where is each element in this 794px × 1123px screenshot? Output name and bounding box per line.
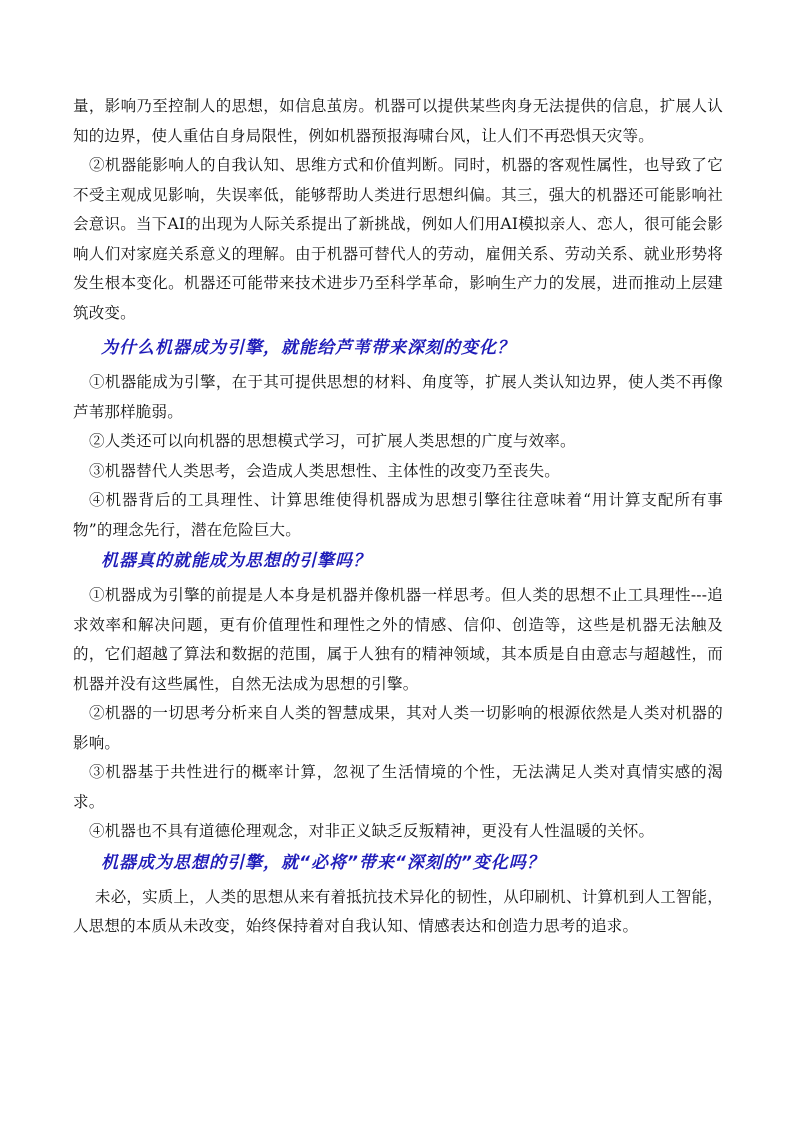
section-2-item-2: ②机器的一切思考分析来自人类的智慧成果，其对人类一切影响的根源依然是人类对机器的影响。 bbox=[73, 704, 723, 752]
intro-paragraph-1: 量，影响乃至控制人的思想，如信息茧房。机器可以提供某些肉身无法提供的信息，扩展人认知的边界，使人重估自身局限性，例如机器预报海啸台风，让人们不再恐惧天灾等。 bbox=[73, 97, 723, 145]
section-1-item-2: ②人类还可以向机器的思想模式学习，可扩展人类思想的广度与效率。 bbox=[89, 432, 576, 450]
intro-paragraph-2: ②机器能影响人的自我认知、思维方式和价值判断。同时，机器的客观性属性，也导致了它不受主观成见影响，失误率低，能够帮助人类进行思想纠偏。其三，强大的机器还可能影响社会意识。当下AI的出现为人际关系提出了新挑战，例如人们用AI模拟亲人、恋人，很可能会影响人们对家庭关系意义的理解。由于机器可替代人的劳动，雇佣关系、劳动关系、就业形势将发生根本变化。机器还可能带来技术进步乃至科学革命，影响生产力的发展，进而推动上层建筑改变。 bbox=[73, 156, 723, 322]
section-1-item-1: ①机器能成为引擎，在于其可提供思想的材料、角度等，扩展人类认知边界，使人类不再像芦苇那样脆弱。 bbox=[73, 373, 723, 421]
section-3-heading: 机器成为思想的引擎，就“必将”带来“深刻的”变化吗？ bbox=[101, 852, 545, 873]
section-1-item-4: ④机器背后的工具理性、计算思维使得机器成为思想引擎往往意味着“用计算支配所有事物”的理念先行，潜在危险巨大。 bbox=[73, 491, 723, 539]
section-1-item-3: ③机器替代人类思考，会造成人类思想性、主体性的改变乃至丧失。 bbox=[89, 461, 561, 480]
section-2-heading: 机器真的就能成为思想的引擎吗？ bbox=[101, 551, 371, 571]
section-2-item-3: ③机器基于共性进行的概率计算，忽视了生活情境的个性，无法满足人类对真情实感的渴求。 bbox=[73, 763, 723, 811]
section-2-item-1: ①机器成为引擎的前提是人本身是机器并像机器一样思考。但人类的思想不止工具理性---追求效率和解决问题，更有价值理性和理性之外的情感、信仰、创造等，这些是机器无法触及的，它们超越了算法和数据的范围，属于人独有的精神领域，其本质是自由意志与超越性，而机器并没有这些属性，自然无法成为思想的引擎。 bbox=[73, 586, 723, 693]
section-2-item-4: ④机器也不具有道德伦理观念，对非正义缺乏反叛精神，更没有人性温暖的关怀。 bbox=[89, 822, 655, 840]
document-page bbox=[73, 92, 723, 942]
section-3-item-1: 未必，实质上，人类的思想从来有着抵抗技术异化的韧性，从印刷机、计算机到人工智能，人思想的本质从未改变，始终保持着对自我认知、情感表达和创造力思考的追求。 bbox=[73, 887, 724, 935]
section-1-heading: 为什么机器成为引擎，就能给芦苇带来深刻的变化？ bbox=[101, 338, 515, 358]
